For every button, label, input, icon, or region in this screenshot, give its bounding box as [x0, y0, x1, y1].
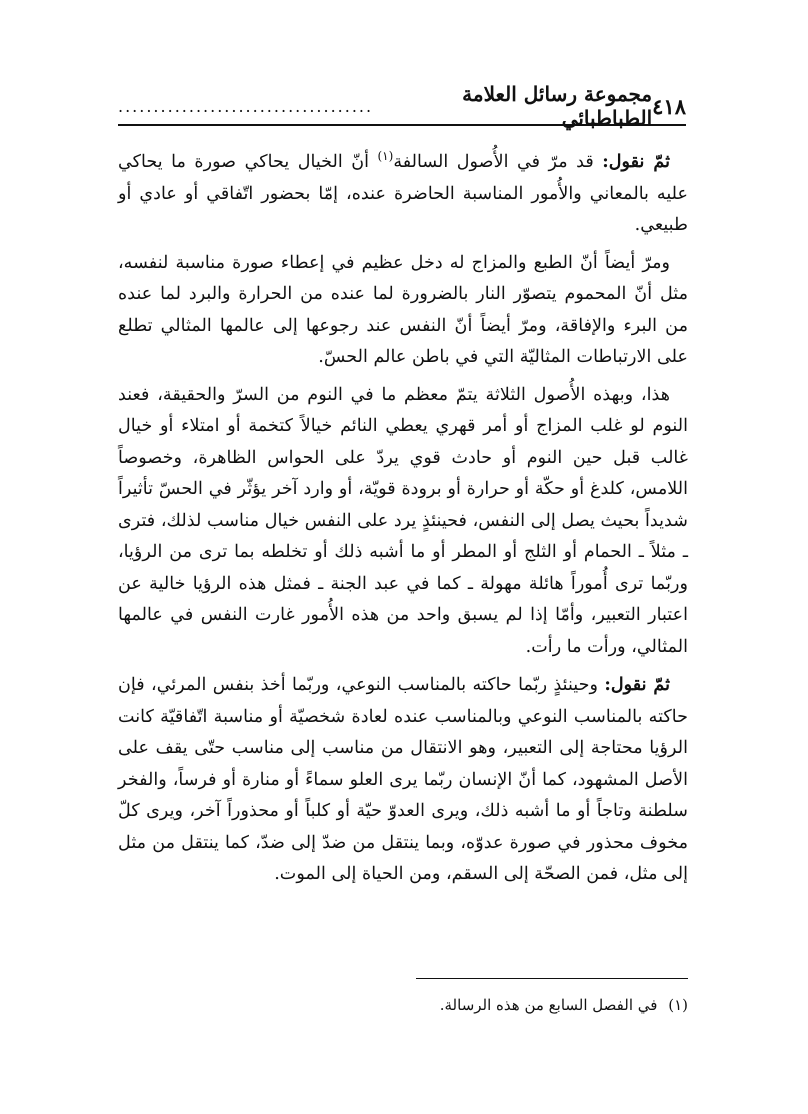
paragraph-text: وحينئذٍ ربّما حاكته بالمناسب النوعي، وربّما أخذ بنفس المرئي، فإن حاكته بالمناسب النوعي وبالمناسب عنده لعادة شخصيّة أو مناسبة اتّفاقيّة كانت الرؤيا محتاجة إلى التعبير، وهو الانتقال من مناسب إلى مناسب حتّى يقف على الأصل المشهود، كما أنّ الإنسان ربّما يرى العلو سماءً أو منارة أو فرساً، والفخر سلطنة وتاجاً أو ما أشبه ذلك، ويرى العدوّ حيّة أو كلباً أو محذوراً آخر، ويرى كلّ مخوف محذور في صورة عدوّه، وبما ينتقل من ضدّ إلى ضدّ، كما ينتقل من مثل إلى مثل، فمن الصحّة إلى السقم، ومن الحياة إلى الموت.: [118, 675, 688, 884]
running-header: [118, 82, 686, 130]
paragraph-1: [118, 146, 688, 242]
paragraph-lead: ثمّ نقول:: [604, 674, 670, 695]
paragraph-text: قد مرّ في الأُصول السالفة: [393, 152, 603, 172]
book-title: مجموعة رسائل العلامة الطباطبائي: [462, 82, 653, 130]
footnote-separator: [416, 978, 688, 979]
paragraph-3: هذا، وبهذه الأُصول الثلاثة يتمّ معظم ما في النوم من السرّ والحقيقة، فعند النوم لو غلب المزاج أو أمر قهري يعطي النائم خيالاً كتخمة أو امتلاء أو خيال غالب قبل حين النوم أو حادث قوي يردّ على الحواس الظاهرة، وخصوصاً اللامس، كلدغ أو حكّة أو حرارة أو برودة قويّة، أو وارد آخر يؤثّر في الحسّ تأثيراً شديداً بحيث يصل إلى النفس، فحينئذٍ يرد على النفس خيال مناسب لذلك، فترى ـ مثلاً ـ الحمام أو الثلج أو المطر أو ما أشبه ذلك أو تخلطه بما ترى من الرؤيا، وربّما ترى أُموراً هائلة مهولة ـ كما في عبد الجنة ـ فمثل هذه الرؤيا خالية عن اعتبار التعبير، وأمّا إذا لم يسبق واحد من هذه الأُمور غارت النفس في عالمها المثالي، ورأت ما رأت.: [118, 384, 688, 657]
paragraph-text: أنّ الخيال يحاكي صورة ما يحاكي عليه بالمعاني والأُمور المناسبة الحاضرة عنده، إمّا بحضور اتّفاقي أو عادي أو طبيعي.: [118, 152, 688, 235]
footnote-text: في الفصل السابع من هذه الرسالة.: [439, 996, 658, 1014]
footnote-marker[interactable]: (١): [377, 149, 394, 164]
header-title-group: [118, 82, 652, 130]
paragraph-4: [118, 669, 688, 891]
page-number: ٤١٨: [652, 93, 686, 119]
leader-dots: ....................................: [118, 96, 374, 116]
footnote-number: (١): [668, 996, 688, 1014]
paragraph-lead: ثمّ نقول:: [602, 151, 670, 172]
main-text: [118, 146, 688, 891]
paragraph-2: ومرّ أيضاً أنّ الطبع والمزاج له دخل عظيم في إعطاء صورة مناسبة لنفسه، مثل أنّ المحموم يتصوّر النار بالضرورة لما عنده من الحرارة والبرد لما عنده من البرء والإفاقة، ومرّ أيضاً أنّ النفس عند رجوعها إلى عالمها المثالي تطلع على الارتباطات المثاليّة التي في باطن عالم الحسّ.: [118, 252, 688, 367]
footnote: [120, 992, 688, 1018]
